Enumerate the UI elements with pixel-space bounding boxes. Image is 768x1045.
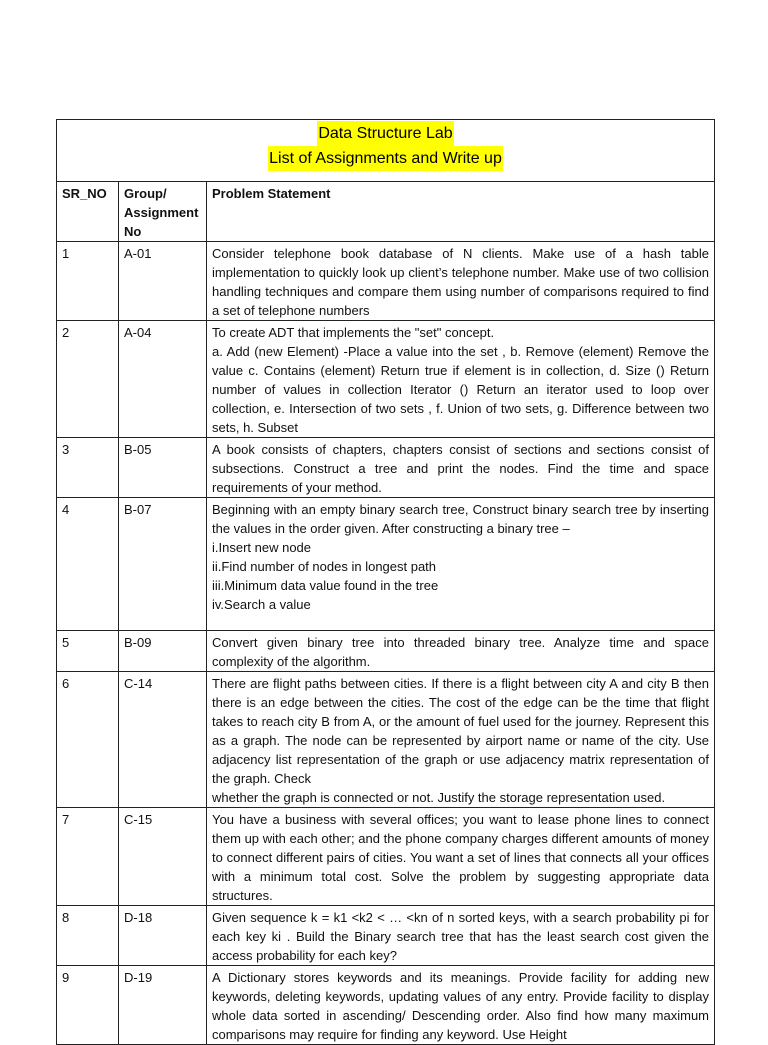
table-row bbox=[57, 321, 715, 438]
sr-no-cell: 3 bbox=[57, 438, 119, 498]
sr-no-cell: 8 bbox=[57, 906, 119, 966]
problem-statement-cell bbox=[207, 498, 715, 631]
problem-statement-text: a. Add (new Element) -Place a value into the set , b. Remove (element) Remove the value c. Contains (element) Return true if element is in collection, d. Size () Return number of values in collection Iterator () Return an iterator used to loop over collection, e. Intersection of two sets , f. Union of two sets, g. Difference between two sets, h. Subset bbox=[212, 344, 709, 435]
problem-statement-text: Convert given binary tree into threaded binary tree. Analyze time and space complexity of the algorithm. bbox=[212, 635, 709, 669]
problem-statement-text: whether the graph is connected or not. Justify the storage representation used. bbox=[212, 790, 666, 805]
sr-no-cell: 6 bbox=[57, 672, 119, 808]
sr-no-cell: 2 bbox=[57, 321, 119, 438]
table-row bbox=[57, 631, 715, 672]
problem-statement-text: Beginning with an empty binary search tree, Construct binary search tree by inserting the values in the order given. After constructing a binary tree – bbox=[212, 502, 709, 536]
problem-statement-cell bbox=[207, 438, 715, 498]
table-row bbox=[57, 672, 715, 808]
problem-statement-text: A book consists of chapters, chapters consist of sections and sections consist of subsections. Construct a tree and print the nodes. Find the time and space requirements of your method. bbox=[212, 442, 709, 495]
header-problem-statement: Problem Statement bbox=[207, 182, 715, 242]
assignment-no-cell: B-09 bbox=[119, 631, 207, 672]
problem-statement-text: Consider telephone book database of N clients. Make use of a hash table implementation to quickly look up client’s telephone number. Make use of two collision handling techniques and compare them using number of comparisons required to find a set of telephone numbers bbox=[212, 246, 709, 318]
problem-statement-cell bbox=[207, 242, 715, 321]
assignment-table bbox=[56, 119, 715, 1045]
table-row bbox=[57, 438, 715, 498]
problem-statement-text: ii.Find number of nodes in longest path bbox=[212, 559, 437, 574]
assignment-no-cell: A-01 bbox=[119, 242, 207, 321]
assignment-rows bbox=[57, 242, 715, 1045]
problem-statement-cell bbox=[207, 966, 715, 1045]
sr-no-cell: 1 bbox=[57, 242, 119, 321]
title-row bbox=[57, 120, 715, 182]
problem-statement-text: iv.Search a value bbox=[212, 597, 311, 612]
problem-statement-text: iii.Minimum data value found in the tree bbox=[212, 578, 439, 593]
problem-statement-text: Given sequence k = k1 <k2 < … <kn of n sorted keys, with a search probability pi for each key ki . Build the Binary search tree that has the least search cost given the access probability for each key? bbox=[212, 910, 709, 963]
header-group: Group/ Assignment No bbox=[119, 182, 207, 242]
header-sr-no: SR_NO bbox=[57, 182, 119, 242]
problem-statement-cell bbox=[207, 808, 715, 906]
table-row bbox=[57, 242, 715, 321]
title-cell bbox=[57, 120, 715, 182]
assignment-no-cell: C-15 bbox=[119, 808, 207, 906]
problem-statement-text: A Dictionary stores keywords and its meanings. Provide facility for adding new keywords, deleting keywords, updating values of any entry. Provide facility to display whole data sorted in ascending/ Descending order. Also find how many maximum comparisons may require for finding any keyword. Use Height bbox=[212, 970, 709, 1042]
header-row bbox=[57, 182, 715, 242]
problem-statement-cell bbox=[207, 672, 715, 808]
table-row bbox=[57, 498, 715, 631]
assignment-no-cell: B-07 bbox=[119, 498, 207, 631]
problem-statement-cell bbox=[207, 631, 715, 672]
problem-statement-text: You have a business with several offices; you want to lease phone lines to connect them up with each other; and the phone company charges different amounts of money to connect different pairs of cities. You want a set of lines that connects all your offices with a minimum total cost. Solve the problem by suggesting appropriate data structures. bbox=[212, 812, 709, 903]
problem-statement-cell bbox=[207, 906, 715, 966]
assignment-no-cell: D-18 bbox=[119, 906, 207, 966]
table-row bbox=[57, 966, 715, 1045]
problem-statement-text: i.Insert new node bbox=[212, 540, 312, 555]
sr-no-cell: 9 bbox=[57, 966, 119, 1045]
sr-no-cell: 7 bbox=[57, 808, 119, 906]
assignment-no-cell: C-14 bbox=[119, 672, 207, 808]
sr-no-cell: 4 bbox=[57, 498, 119, 631]
table-row bbox=[57, 808, 715, 906]
assignment-no-cell: A-04 bbox=[119, 321, 207, 438]
document-title: Data Structure Lab bbox=[317, 121, 453, 146]
table-row bbox=[57, 906, 715, 966]
problem-statement-cell bbox=[207, 321, 715, 438]
sr-no-cell: 5 bbox=[57, 631, 119, 672]
assignment-no-cell: B-05 bbox=[119, 438, 207, 498]
problem-statement-text: There are flight paths between cities. If there is a flight between city A and city B then there is an edge between the cities. The cost of the edge can be the time that flight takes to reach city B from A, or the amount of fuel used for the journey. Represent this as a graph. The node can be represented by airport name or name of the city. Use adjacency list representation of the graph or use adjacency matrix representation of the graph. Check bbox=[212, 676, 709, 786]
problem-statement-text: To create ADT that implements the "set" concept. bbox=[212, 325, 495, 340]
assignment-no-cell: D-19 bbox=[119, 966, 207, 1045]
document-subtitle: List of Assignments and Write up bbox=[268, 146, 503, 171]
